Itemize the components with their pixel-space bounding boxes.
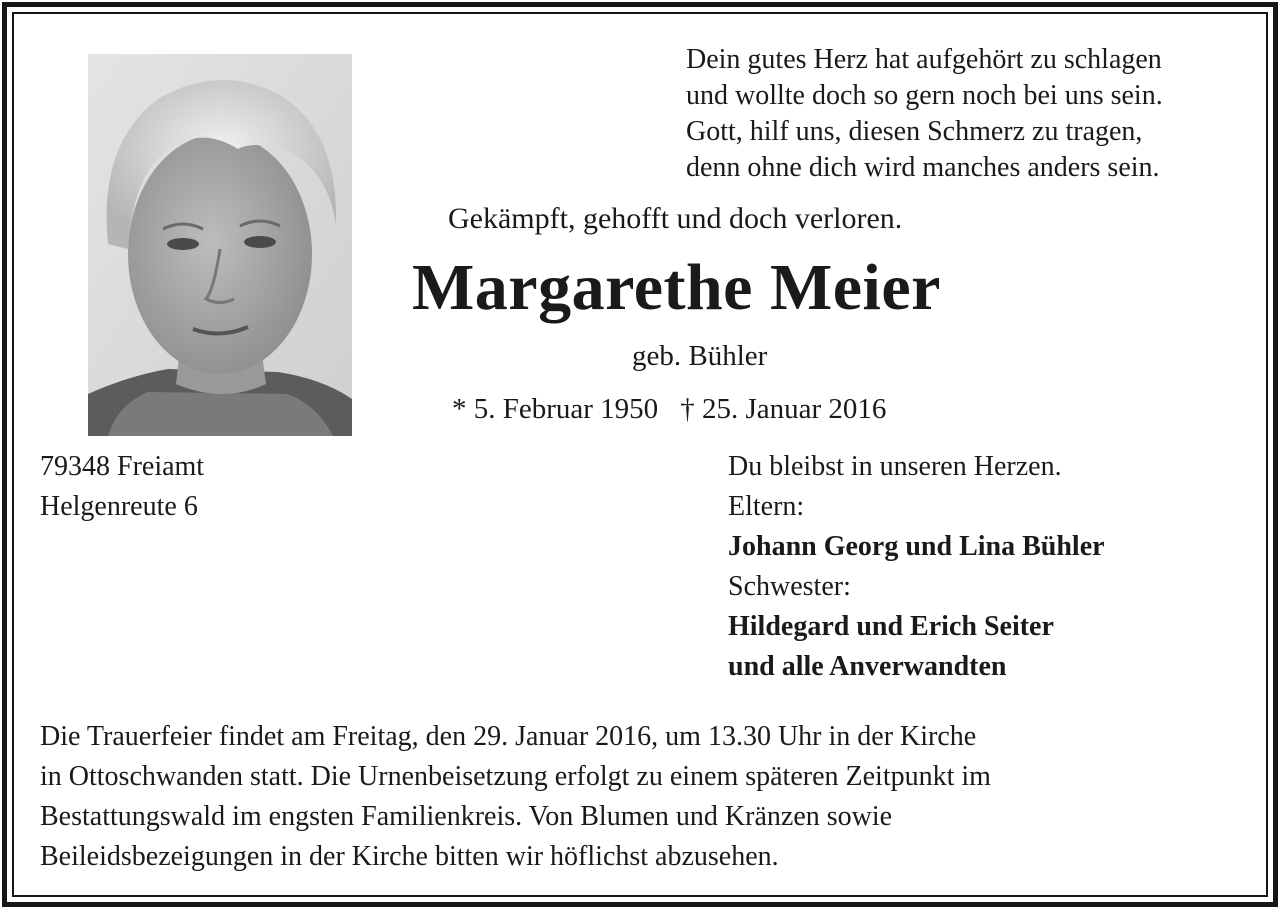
parents-names: Johann Georg und Lina Bühler — [728, 531, 1105, 562]
verse-line: und wollte doch so gern noch bei uns sein. — [686, 80, 1163, 111]
death-date: † 25. Januar 2016 — [680, 393, 887, 425]
address-line: 79348 Freiamt — [40, 451, 205, 482]
address-line: Helgenreute 6 — [40, 491, 198, 522]
sister-label: Schwester: — [728, 571, 851, 602]
mourners-intro: Du bleibst in unseren Herzen. — [728, 451, 1062, 482]
announcement-line: Beileidsbezeigungen in der Kirche bitten wir höflichst abzusehen. — [40, 841, 779, 872]
verse-line: denn ohne dich wird manches anders sein. — [686, 152, 1160, 183]
announcement-line: Bestattungswald im engsten Familienkreis. Von Blumen und Kränzen sowie — [40, 801, 893, 832]
portrait-photo — [88, 54, 352, 436]
announcement-line: Die Trauerfeier findet am Freitag, den 29. Januar 2016, um 13.30 Uhr in der Kirche — [40, 721, 977, 752]
birth-date: * 5. Februar 1950 — [452, 393, 659, 425]
parents-label: Eltern: — [728, 491, 805, 522]
motto: Gekämpft, gehofft und doch verloren. — [448, 202, 903, 235]
verse-poem — [686, 42, 1246, 186]
maiden-name: geb. Bühler — [632, 340, 768, 372]
verse-line: Dein gutes Herz hat aufgehört zu schlagen — [686, 44, 1162, 75]
address — [40, 447, 204, 527]
life-dates — [452, 393, 886, 426]
sister-names: Hildegard und Erich Seiter — [728, 611, 1054, 642]
deceased-name: Margarethe Meier — [412, 251, 941, 324]
funeral-announcement — [40, 717, 1250, 877]
mourners-list — [728, 447, 1105, 687]
relatives-line: und alle Anverwandten — [728, 651, 1007, 682]
verse-line: Gott, hilf uns, diesen Schmerz zu tragen, — [686, 116, 1143, 147]
announcement-line: in Ottoschwanden statt. Die Urnenbeisetzung erfolgt zu einem späteren Zeitpunkt im — [40, 761, 991, 792]
